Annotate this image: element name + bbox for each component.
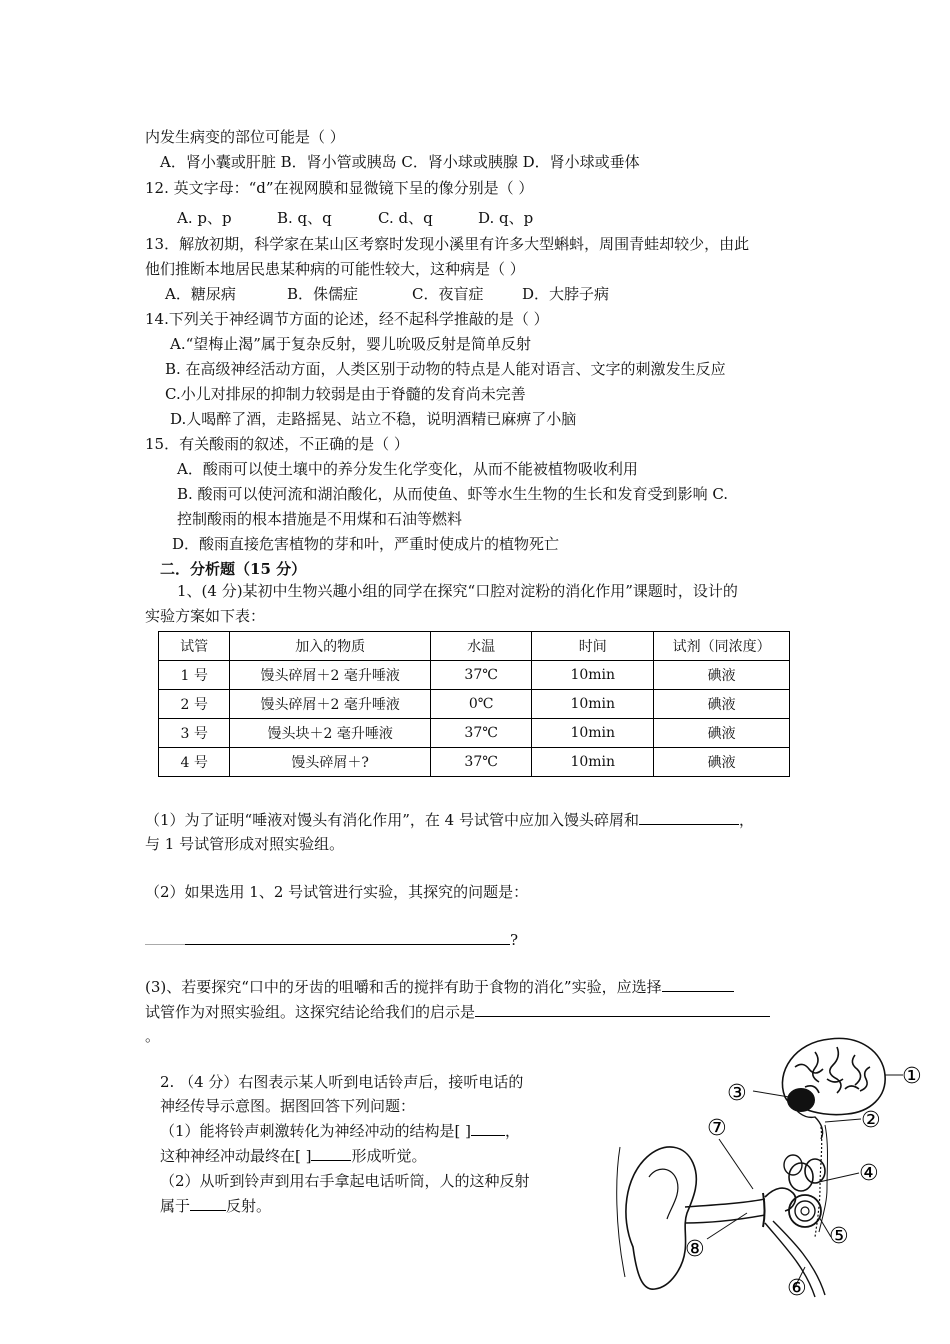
p2-q1-comma: ， <box>505 1122 521 1140</box>
label-2: ② <box>861 1108 881 1133</box>
sub3-line2 <box>145 1002 770 1022</box>
p1-line2: 实验方案如下表： <box>145 607 266 625</box>
ear-brain-diagram <box>615 1027 935 1332</box>
sub1-text: （1）为了证明“唾液对馒头有消化作用”，在 4 号试管中应加入馒头碎屑和 <box>145 811 639 829</box>
table-cell: 碘液 <box>654 719 790 748</box>
table-row <box>159 690 790 719</box>
q12-option-d: D. q、p <box>478 209 534 227</box>
p2-q2-text2: 反射。 <box>226 1197 272 1215</box>
table-header: 水温 <box>431 632 532 661</box>
sub3-text2: 试管作为对照实验组。这探究结论给我们的启示是 <box>145 1003 476 1021</box>
answer-blank[interactable] <box>471 1121 505 1136</box>
label-1: ① <box>902 1064 922 1089</box>
p2-q2-line2 <box>160 1196 271 1216</box>
label-6: ⑥ <box>787 1276 807 1301</box>
sub2-answer-line <box>145 930 518 950</box>
section-heading: 二．分析题（15 分） <box>160 560 307 578</box>
q14-option-b: B. 在高级神经活动方面，人类区别于动物的特点是人能对语言、文字的刺激发生反应 <box>165 360 726 378</box>
answer-blank-faint <box>145 930 185 945</box>
sub1-line1 <box>145 810 754 830</box>
table-cell: 4 号 <box>159 748 230 777</box>
label-7: ⑦ <box>707 1116 727 1141</box>
label-5: ⑤ <box>829 1224 849 1249</box>
q12-option-a: A. p、p <box>177 209 232 227</box>
ear-illustration <box>617 1147 825 1297</box>
q12-stem: 12. 英文字母：“d”在视网膜和显微镜下呈的像分别是（ ） <box>145 179 534 197</box>
table-header: 试管 <box>159 632 230 661</box>
q15-option-a: A．酸雨可以使土壤中的养分发生化学变化，从而不能被植物吸收利用 <box>177 460 638 478</box>
table-cell: 37℃ <box>431 719 532 748</box>
p2-q1-line1 <box>160 1121 520 1141</box>
q11-stem: 内发生病变的部位可能是（ ） <box>145 128 345 146</box>
table-cell: 馒头碎屑＋2 毫升唾液 <box>230 661 431 690</box>
q13-option-d: D．大脖子病 <box>522 285 610 303</box>
answer-blank[interactable] <box>185 930 510 945</box>
label-3: ③ <box>727 1081 747 1106</box>
q15-option-b: B. 酸雨可以使河流和湖泊酸化，从而使鱼、虾等水生生物的生长和发育受到影响 C. <box>177 485 729 503</box>
cerebellum-shape <box>787 1088 815 1112</box>
q13-line2: 他们推断本地居民患某种病的可能性较大，这种病是（ ） <box>145 260 525 278</box>
table-cell: 碘液 <box>654 661 790 690</box>
sub1-line2: 与 1 号试管形成对照实验组。 <box>145 835 345 853</box>
q13-line1: 13．解放初期，科学家在某山区考察时发现小溪里有许多大型蝌蚪，周围青蛙却较少，由此 <box>145 235 750 253</box>
q15-stem: 15．有关酸雨的叙述，不正确的是（ ） <box>145 435 409 453</box>
answer-blank[interactable] <box>190 1196 226 1211</box>
table-row <box>159 748 790 777</box>
q11-options: A．肾小囊或肝脏 B．肾小管或胰岛 C．肾小球或胰腺 D．肾小球或垂体 <box>160 153 640 171</box>
q14-option-d: D.人喝醉了酒，走路摇晃、站立不稳，说明酒精已麻痹了小脑 <box>170 410 577 428</box>
sub3-end: 。 <box>145 1027 161 1045</box>
table-header: 加入的物质 <box>230 632 431 661</box>
experiment-table <box>158 631 790 777</box>
table-cell: 10min <box>532 690 654 719</box>
table-row <box>159 661 790 690</box>
answer-blank[interactable] <box>311 1146 351 1161</box>
table-cell: 1 号 <box>159 661 230 690</box>
q12-option-b: B. q、q <box>277 209 332 227</box>
table-cell: 碘液 <box>654 748 790 777</box>
table-cell: 3 号 <box>159 719 230 748</box>
table-cell: 37℃ <box>431 661 532 690</box>
answer-blank[interactable] <box>662 977 734 992</box>
q14-stem: 14.下列关于神经调节方面的论述，经不起科学推敲的是（ ） <box>145 310 549 328</box>
q15-option-c: 控制酸雨的根本措施是不用煤和石油等燃料 <box>177 510 463 528</box>
table-cell: 馒头碎屑＋? <box>230 748 431 777</box>
p2-line1: 2. （4 分）右图表示某人听到电话铃声后，接听电话的 <box>160 1073 524 1091</box>
p2-line2: 神经传导示意图。据图回答下列问题： <box>160 1097 416 1115</box>
table-row <box>159 719 790 748</box>
p2-q2-line1: （2）从听到铃声到用右手拿起电话听筒，人的这种反射 <box>160 1172 530 1190</box>
p2-q1-text: （1）能将铃声刺激转化为神经冲动的结构是[ ] <box>160 1122 472 1140</box>
sub3-text: (3)、若要探究“口中的牙齿的咀嚼和舌的搅拌有助于食物的消化”实验，应选择 <box>145 978 662 996</box>
q15-option-d: D．酸雨直接危害植物的芽和叶，严重时使成片的植物死亡 <box>172 535 560 553</box>
table-cell: 馒头碎屑＋2 毫升唾液 <box>230 690 431 719</box>
sub1-comma: ， <box>738 811 754 829</box>
q14-option-c: C.小儿对排尿的抑制力较弱是由于脊髓的发育尚未完善 <box>165 385 526 403</box>
p2-q1-text3: 形成听觉。 <box>351 1147 427 1165</box>
p2-q1-line2 <box>160 1146 427 1166</box>
sub2-line: （2）如果选用 1、2 号试管进行实验，其探究的问题是： <box>145 883 529 901</box>
label-8: ⑧ <box>685 1237 705 1262</box>
table-cell: 10min <box>532 719 654 748</box>
sub2-question-mark: ? <box>510 931 519 949</box>
table-cell: 10min <box>532 661 654 690</box>
p2-q2-text: 属于 <box>160 1197 191 1215</box>
table-header: 试剂（同浓度） <box>654 632 790 661</box>
q14-option-a: A.“望梅止渴”属于复杂反射，婴儿吮吸反射是简单反射 <box>170 335 531 353</box>
table-header: 时间 <box>532 632 654 661</box>
p1-line1: 1、(4 分)某初中生物兴趣小组的同学在探究“口腔对淀粉的消化作用”课题时，设计的 <box>177 582 738 600</box>
table-header-row <box>159 632 790 661</box>
table-cell: 2 号 <box>159 690 230 719</box>
q13-option-b: B．侏儒症 <box>287 285 359 303</box>
table-cell: 馒头块＋2 毫升唾液 <box>230 719 431 748</box>
q13-option-c: C．夜盲症 <box>412 285 484 303</box>
p2-q1-text2: 这种神经冲动最终在[ ] <box>160 1147 312 1165</box>
table-cell: 10min <box>532 748 654 777</box>
table-cell: 37℃ <box>431 748 532 777</box>
sub3-line1 <box>145 977 734 997</box>
answer-blank[interactable] <box>639 810 739 825</box>
label-4: ④ <box>859 1161 879 1186</box>
table-cell: 0℃ <box>431 690 532 719</box>
answer-blank[interactable] <box>475 1002 770 1017</box>
q13-option-a: A．糖尿病 <box>165 285 236 303</box>
q12-option-c: C. d、q <box>378 209 433 227</box>
table-cell: 碘液 <box>654 690 790 719</box>
